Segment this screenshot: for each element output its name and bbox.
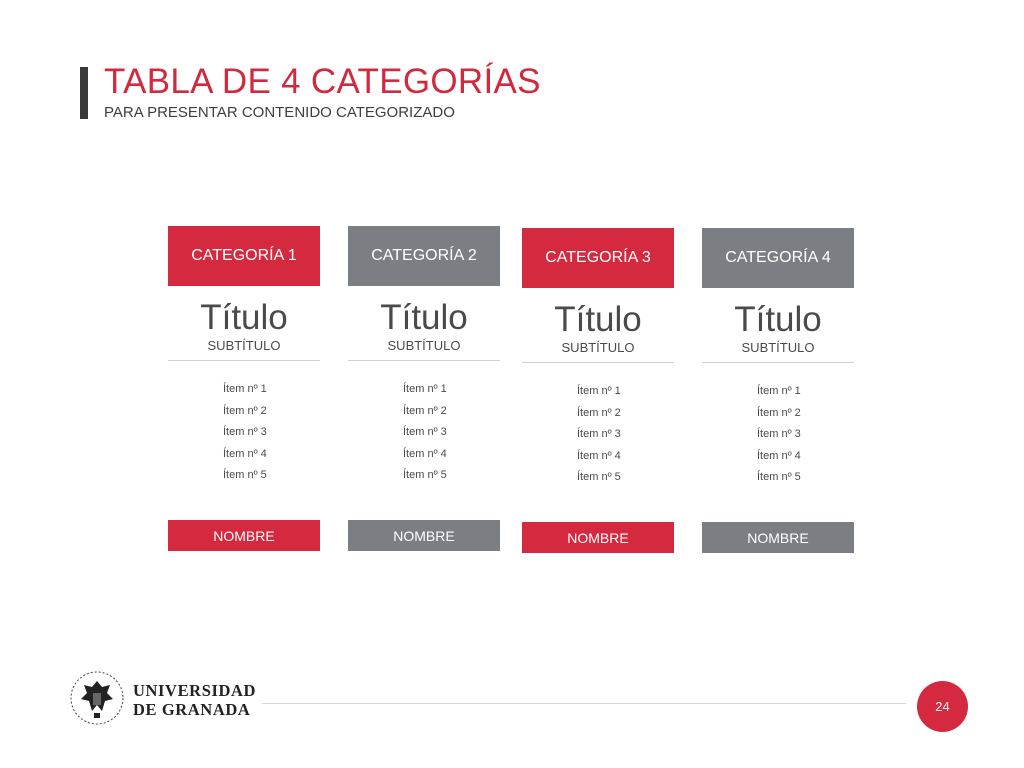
name-button[interactable]: NOMBRE [348, 520, 500, 551]
footer-divider [262, 703, 906, 704]
column-subtitle: SUBTÍTULO [387, 338, 461, 353]
title-accent-bar [80, 67, 88, 119]
list-item: Ítem nº 5 [757, 471, 801, 483]
column-title: Título [380, 298, 468, 337]
list-item: Ítem nº 1 [757, 385, 801, 397]
item-list [348, 379, 500, 487]
list-item: Ítem nº 3 [403, 426, 447, 438]
list-item: Ítem nº 3 [223, 426, 267, 438]
item-list [702, 381, 854, 489]
slide-subtitle: PARA PRESENTAR CONTENIDO CATEGORIZADO [104, 104, 455, 121]
page-number-badge: 24 [917, 681, 968, 732]
list-item: Ítem nº 2 [757, 406, 801, 419]
list-item: Ítem nº 5 [223, 469, 267, 481]
column-divider [702, 362, 854, 363]
column-subtitle: SUBTÍTULO [207, 338, 281, 353]
list-item: Ítem nº 3 [577, 428, 621, 440]
list-item: Ítem nº 5 [577, 471, 621, 483]
list-item: Ítem nº 3 [757, 428, 801, 440]
column-title: Título [734, 300, 822, 339]
list-item: Ítem nº 5 [403, 469, 447, 481]
university-seal-icon [66, 669, 128, 732]
category-header: CATEGORÍA 4 [702, 228, 854, 288]
column-divider [168, 360, 320, 361]
category-column-3 [522, 228, 674, 546]
list-item: Ítem nº 4 [577, 449, 621, 462]
column-divider [348, 360, 500, 361]
list-item: Ítem nº 1 [403, 383, 447, 395]
university-name [133, 681, 256, 719]
list-item: Ítem nº 1 [577, 385, 621, 397]
list-item: Ítem nº 4 [223, 447, 267, 460]
category-header: CATEGORÍA 2 [348, 226, 500, 286]
slide-title: TABLA DE 4 CATEGORÍAS [104, 62, 541, 101]
name-button[interactable]: NOMBRE [522, 522, 674, 553]
list-item: Ítem nº 2 [223, 404, 267, 417]
list-item: Ítem nº 4 [757, 449, 801, 462]
category-column-4 [702, 228, 854, 546]
list-item: Ítem nº 2 [577, 406, 621, 419]
item-list [168, 379, 320, 487]
item-list [522, 381, 674, 489]
name-button[interactable]: NOMBRE [168, 520, 320, 551]
category-header: CATEGORÍA 1 [168, 226, 320, 286]
column-title: Título [554, 300, 642, 339]
name-button[interactable]: NOMBRE [702, 522, 854, 553]
column-subtitle: SUBTÍTULO [741, 340, 815, 355]
category-column-2 [348, 226, 500, 544]
column-title: Título [200, 298, 288, 337]
list-item: Ítem nº 1 [223, 383, 267, 395]
column-subtitle: SUBTÍTULO [561, 340, 635, 355]
category-header: CATEGORÍA 3 [522, 228, 674, 288]
column-divider [522, 362, 674, 363]
university-name-line-1: UNIVERSIDAD [133, 681, 257, 700]
list-item: Ítem nº 4 [403, 447, 447, 460]
university-name-line-2: DE GRANADA [133, 700, 251, 719]
list-item: Ítem nº 2 [403, 404, 447, 417]
category-column-1 [168, 226, 320, 544]
